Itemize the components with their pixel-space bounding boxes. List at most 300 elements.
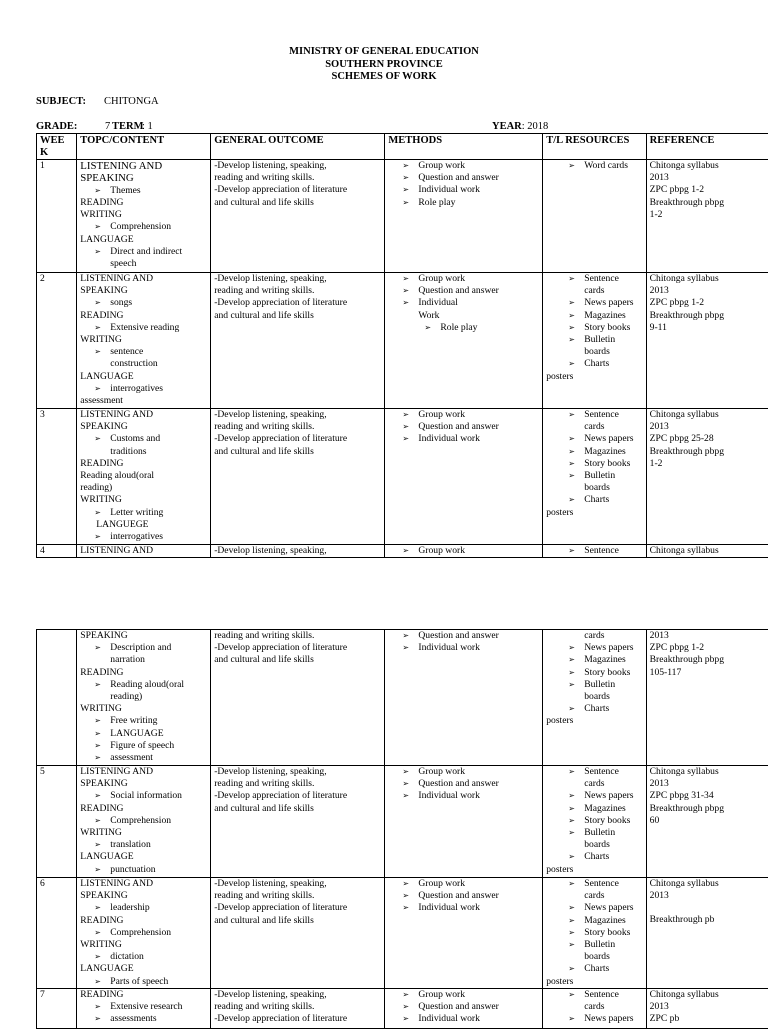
bullet-item [546, 470, 642, 482]
week-cell [37, 630, 77, 766]
arrow-bullet-icon: ➢ [568, 679, 575, 691]
arrow-bullet-icon: ➢ [568, 297, 575, 309]
resource-line: posters [546, 715, 642, 727]
topic-line: READING [80, 458, 207, 470]
outcome-line: reading and writing skills. [214, 630, 381, 642]
bullet-item [546, 902, 642, 914]
topic-line: WRITING [80, 939, 207, 951]
reference-line: Chitonga syllabus [650, 160, 768, 172]
methods-cell [385, 273, 543, 409]
reference-line: 105-117 [650, 667, 768, 679]
topic-item: Comprehension [110, 815, 171, 826]
topic-line: speech [80, 258, 207, 270]
outcome-line: -Develop appreciation of literature [214, 790, 381, 802]
topic-item: punctuation [110, 864, 155, 875]
arrow-bullet-icon: ➢ [568, 939, 575, 951]
topic-line: SPEAKING [80, 285, 207, 297]
arrow-bullet-icon: ➢ [568, 334, 575, 346]
week-cell [37, 766, 77, 878]
reference-cell [646, 766, 768, 878]
topic-line: LISTENING AND [80, 409, 207, 421]
resources-cell [543, 409, 646, 545]
arrow-bullet-icon: ➢ [568, 433, 575, 445]
week-cell [37, 273, 77, 409]
outcome-line: -Develop listening, speaking, [214, 160, 381, 172]
bullet-item [546, 458, 642, 470]
arrow-bullet-icon: ➢ [568, 878, 575, 890]
col-methods-header: METHODS [385, 134, 543, 160]
resource-item: Bulletin [584, 334, 615, 345]
bullet-item [388, 890, 539, 902]
outcome-line: and cultural and life skills [214, 197, 381, 209]
table-row [37, 878, 768, 989]
reference-cell [646, 160, 768, 273]
reference-cell [646, 988, 768, 1028]
bullet-item [388, 421, 539, 433]
arrow-bullet-icon: ➢ [568, 915, 575, 927]
bullet-item [388, 160, 539, 172]
topic-item: Comprehension [110, 221, 171, 232]
topic-line: LANGUAGE [80, 851, 207, 863]
arrow-bullet-icon: ➢ [568, 642, 575, 654]
reference-line: Chitonga syllabus [650, 989, 768, 1001]
schemes-table-page-1 [36, 133, 768, 558]
resource-item: Magazines [584, 915, 626, 926]
resource-item: Bulletin [584, 679, 615, 690]
method-item: Group work [418, 409, 465, 420]
method-item: Role play [440, 322, 477, 333]
bullet-item [80, 185, 207, 197]
arrow-bullet-icon: ➢ [568, 902, 575, 914]
arrow-bullet-icon: ➢ [402, 160, 409, 172]
topic-line: LANGUAGE [80, 234, 207, 246]
arrow-bullet-icon: ➢ [568, 1013, 575, 1025]
resource-item: Sentence [584, 273, 619, 284]
bullet-item [80, 679, 207, 691]
reference-line: Breakthrough pbpg [650, 310, 768, 322]
outcome-line: -Develop listening, speaking, [214, 878, 381, 890]
arrow-bullet-icon: ➢ [94, 346, 101, 358]
topic-item: LANGUAGE [110, 728, 163, 739]
bullet-item [546, 545, 642, 557]
arrow-bullet-icon: ➢ [402, 285, 409, 297]
arrow-bullet-icon: ➢ [568, 654, 575, 666]
bullet-item [80, 322, 207, 334]
resource-line: cards [546, 630, 642, 642]
bullet-item [388, 409, 539, 421]
resource-line: cards [546, 421, 642, 433]
bullet-item [388, 1001, 539, 1013]
topic-item: assessment [110, 752, 153, 763]
topic-line: WRITING [80, 209, 207, 221]
topic-item: Letter writing [110, 507, 163, 518]
arrow-bullet-icon: ➢ [568, 322, 575, 334]
topic-line: assessment [80, 395, 207, 407]
topic-line: SPEAKING [80, 421, 207, 433]
reference-line: Chitonga syllabus [650, 545, 768, 557]
table-row [37, 409, 768, 545]
resource-item: Story books [584, 322, 630, 333]
province-title: SOUTHERN PROVINCE [0, 59, 768, 72]
reference-line: 2013 [650, 421, 768, 433]
arrow-bullet-icon: ➢ [94, 297, 101, 309]
resource-line: cards [546, 778, 642, 790]
reference-cell [646, 545, 768, 558]
topic-cell [77, 409, 211, 545]
topic-cell [77, 545, 211, 558]
topic-item: Extensive reading [110, 322, 179, 333]
table-header-row [37, 134, 768, 160]
reference-line: Breakthrough pbpg [650, 446, 768, 458]
topic-item: sentence [110, 346, 143, 357]
topic-item: Reading aloud(oral [110, 679, 184, 690]
table-row [37, 630, 768, 766]
arrow-bullet-icon: ➢ [94, 976, 101, 988]
bullet-item [546, 667, 642, 679]
arrow-bullet-icon: ➢ [568, 310, 575, 322]
outcome-line: reading and writing skills. [214, 172, 381, 184]
outcome-cell [211, 273, 385, 409]
col-outcome-header: GENERAL OUTCOME [211, 134, 385, 160]
bullet-item [388, 642, 539, 654]
arrow-bullet-icon: ➢ [568, 766, 575, 778]
method-item: Question and answer [418, 1001, 498, 1012]
resources-cell [543, 545, 646, 558]
outcome-line: -Develop listening, speaking, [214, 989, 381, 1001]
table-row [37, 766, 768, 878]
arrow-bullet-icon: ➢ [94, 815, 101, 827]
topic-line: narration [80, 654, 207, 666]
bullet-item [388, 766, 539, 778]
resources-cell [543, 630, 646, 766]
resource-line: boards [546, 482, 642, 494]
resource-item: Charts [584, 963, 609, 974]
arrow-bullet-icon: ➢ [94, 902, 101, 914]
week-cell [37, 160, 77, 273]
method-item: Individual work [418, 902, 480, 913]
bullet-item [80, 715, 207, 727]
arrow-bullet-icon: ➢ [402, 433, 409, 445]
outcome-line: -Develop listening, speaking, [214, 409, 381, 421]
bullet-item [546, 433, 642, 445]
resource-line: boards [546, 839, 642, 851]
topic-item: songs [110, 297, 132, 308]
topic-line: LISTENING AND [80, 273, 207, 285]
topic-cell [77, 766, 211, 878]
topic-line: WRITING [80, 494, 207, 506]
resource-item: Bulletin [584, 470, 615, 481]
resource-item: Bulletin [584, 827, 615, 838]
arrow-bullet-icon: ➢ [94, 433, 101, 445]
method-item: Individual [418, 297, 457, 308]
arrow-bullet-icon: ➢ [568, 545, 575, 557]
method-item: Group work [418, 878, 465, 889]
bullet-item [80, 839, 207, 851]
topic-item: Social information [110, 790, 182, 801]
week-cell [37, 988, 77, 1028]
bullet-item [546, 160, 642, 172]
bullet-item [546, 334, 642, 346]
document-title: SCHEMES OF WORK [0, 71, 768, 84]
bullet-item [80, 752, 207, 764]
method-item: Individual work [418, 433, 480, 444]
topic-item: dictation [110, 951, 144, 962]
week-cell [37, 409, 77, 545]
resource-item: Sentence [584, 766, 619, 777]
arrow-bullet-icon: ➢ [402, 790, 409, 802]
topic-item: Customs and [110, 433, 160, 444]
bullet-item [80, 790, 207, 802]
schemes-table-page-2 [36, 629, 768, 1029]
resource-item: News papers [584, 790, 633, 801]
outcome-line: and cultural and life skills [214, 803, 381, 815]
arrow-bullet-icon: ➢ [402, 890, 409, 902]
resources-cell [543, 273, 646, 409]
col-topic-header: TOPC/CONTENT [77, 134, 211, 160]
bullet-item [546, 766, 642, 778]
arrow-bullet-icon: ➢ [402, 630, 409, 642]
col-resources-header: T/L RESOURCES [543, 134, 646, 160]
bullet-item [546, 322, 642, 334]
arrow-bullet-icon: ➢ [568, 790, 575, 802]
bullet-item [546, 915, 642, 927]
topic-line: WRITING [80, 827, 207, 839]
topic-line: READING [80, 667, 207, 679]
outcome-line: and cultural and life skills [214, 915, 381, 927]
outcome-line: and cultural and life skills [214, 654, 381, 666]
topic-line: LANGUAGE [80, 963, 207, 975]
arrow-bullet-icon: ➢ [94, 246, 101, 258]
bullet-item [80, 951, 207, 963]
week-number: 7 [40, 989, 45, 1000]
grade-label: GRADE: [36, 121, 77, 132]
bullet-item [80, 531, 207, 543]
topic-item: leadership [110, 902, 149, 913]
resource-line: boards [546, 951, 642, 963]
method-item: Group work [418, 766, 465, 777]
outcome-line: -Develop listening, speaking, [214, 766, 381, 778]
reference-line: Breakthrough pbpg [650, 197, 768, 209]
arrow-bullet-icon: ➢ [424, 322, 431, 334]
reference-line: ZPC pbpg 31-34 [650, 790, 768, 802]
outcome-line: and cultural and life skills [214, 310, 381, 322]
bullet-item [80, 433, 207, 445]
grade-row [36, 121, 77, 133]
table-row [37, 160, 768, 273]
reference-line: ZPC pbpg 1-2 [650, 184, 768, 196]
topic-line: SPEAKING [80, 890, 207, 902]
outcome-line: reading and writing skills. [214, 778, 381, 790]
bullet-item [546, 927, 642, 939]
reference-cell [646, 878, 768, 989]
year-row [492, 121, 548, 133]
arrow-bullet-icon: ➢ [402, 766, 409, 778]
bullet-item [388, 545, 539, 557]
grade-value: 7 [105, 121, 110, 133]
arrow-bullet-icon: ➢ [568, 470, 575, 482]
bullet-item [546, 790, 642, 802]
subject-row [36, 96, 86, 108]
resource-item: Charts [584, 703, 609, 714]
bullet-item [546, 409, 642, 421]
topic-line: READING [80, 989, 207, 1001]
arrow-bullet-icon: ➢ [94, 752, 101, 764]
outcome-line: reading and writing skills. [214, 421, 381, 433]
topic-cell [77, 988, 211, 1028]
outcome-line: reading and writing skills. [214, 285, 381, 297]
topic-item: Themes [110, 185, 140, 196]
method-item: Group work [418, 273, 465, 284]
method-item: Question and answer [418, 285, 498, 296]
resource-item: Story books [584, 458, 630, 469]
methods-cell [385, 409, 543, 545]
term-value: : 1 [142, 121, 153, 133]
outcome-cell [211, 545, 385, 558]
topic-line: SPEAKING [80, 172, 207, 184]
bullet-item [546, 358, 642, 370]
bullet-item [546, 642, 642, 654]
reference-line: Breakthrough pbpg [650, 803, 768, 815]
bullet-item [388, 790, 539, 802]
bullet-item [546, 851, 642, 863]
outcome-line: -Develop appreciation of literature [214, 902, 381, 914]
topic-line: READING [80, 310, 207, 322]
arrow-bullet-icon: ➢ [402, 642, 409, 654]
arrow-bullet-icon: ➢ [568, 827, 575, 839]
topic-item: Free writing [110, 715, 157, 726]
resource-line: posters [546, 371, 642, 383]
methods-cell [385, 766, 543, 878]
outcome-line: -Develop listening, speaking, [214, 273, 381, 285]
reference-line: ZPC pbpg 1-2 [650, 297, 768, 309]
arrow-bullet-icon: ➢ [94, 927, 101, 939]
bullet-item [546, 310, 642, 322]
week-cell [37, 545, 77, 558]
topic-item: Figure of speech [110, 740, 174, 751]
resource-item: Bulletin [584, 939, 615, 950]
arrow-bullet-icon: ➢ [402, 172, 409, 184]
bullet-item [388, 184, 539, 196]
reference-cell [646, 630, 768, 766]
topic-line: READING [80, 803, 207, 815]
resource-item: Sentence [584, 989, 619, 1000]
bullet-item [546, 703, 642, 715]
resources-cell [543, 988, 646, 1028]
bullet-item [388, 989, 539, 1001]
method-item: Question and answer [418, 890, 498, 901]
arrow-bullet-icon: ➢ [568, 160, 575, 172]
bullet-item [546, 815, 642, 827]
bullet-item [388, 197, 539, 209]
topic-line: SPEAKING [80, 778, 207, 790]
resource-item: Charts [584, 851, 609, 862]
document-header [0, 46, 768, 84]
arrow-bullet-icon: ➢ [402, 184, 409, 196]
arrow-bullet-icon: ➢ [568, 815, 575, 827]
outcome-cell [211, 160, 385, 273]
bullet-item [546, 654, 642, 666]
arrow-bullet-icon: ➢ [94, 507, 101, 519]
reference-line: 2013 [650, 778, 768, 790]
year-label: YEAR [492, 121, 522, 132]
resource-item: News papers [584, 902, 633, 913]
reference-line: 2013 [650, 1001, 768, 1013]
table-row [37, 545, 768, 558]
reference-line: 1-2 [650, 209, 768, 221]
week-number: 5 [40, 766, 45, 777]
bullet-item [546, 297, 642, 309]
bullet-item [546, 803, 642, 815]
table-row [37, 988, 768, 1028]
outcome-cell [211, 409, 385, 545]
arrow-bullet-icon: ➢ [402, 197, 409, 209]
topic-line: WRITING [80, 703, 207, 715]
outcome-cell [211, 630, 385, 766]
arrow-bullet-icon: ➢ [568, 446, 575, 458]
resource-item: Word cards [584, 160, 628, 171]
outcome-line: -Develop appreciation of literature [214, 642, 381, 654]
bullet-item [546, 446, 642, 458]
method-item: Question and answer [418, 421, 498, 432]
arrow-bullet-icon: ➢ [94, 951, 101, 963]
method-item: Question and answer [418, 172, 498, 183]
arrow-bullet-icon: ➢ [94, 715, 101, 727]
arrow-bullet-icon: ➢ [94, 728, 101, 740]
subject-label: SUBJECT: [36, 96, 86, 107]
outcome-line: -Develop appreciation of literature [214, 184, 381, 196]
arrow-bullet-icon: ➢ [402, 421, 409, 433]
bullet-item [80, 740, 207, 752]
method-item: Group work [418, 989, 465, 1000]
arrow-bullet-icon: ➢ [568, 851, 575, 863]
arrow-bullet-icon: ➢ [402, 1013, 409, 1025]
method-item: Role play [418, 197, 455, 208]
arrow-bullet-icon: ➢ [402, 778, 409, 790]
bullet-item [546, 273, 642, 285]
subject-value: CHITONGA [104, 96, 159, 108]
resource-item: Sentence [584, 878, 619, 889]
resource-item: News papers [584, 1013, 633, 1024]
method-item: Group work [418, 545, 465, 556]
outcome-line: and cultural and life skills [214, 446, 381, 458]
bullet-item [546, 939, 642, 951]
resource-item: Story books [584, 815, 630, 826]
method-item: Question and answer [418, 778, 498, 789]
arrow-bullet-icon: ➢ [94, 185, 101, 197]
bullet-item [80, 221, 207, 233]
arrow-bullet-icon: ➢ [94, 642, 101, 654]
outcome-cell [211, 766, 385, 878]
arrow-bullet-icon: ➢ [402, 297, 409, 309]
arrow-bullet-icon: ➢ [94, 679, 101, 691]
week-number: 6 [40, 878, 45, 889]
arrow-bullet-icon: ➢ [94, 740, 101, 752]
bullet-item [546, 827, 642, 839]
topic-item: Comprehension [110, 927, 171, 938]
bullet-item [388, 878, 539, 890]
topic-cell [77, 160, 211, 273]
arrow-bullet-icon: ➢ [568, 963, 575, 975]
bullet-item [80, 642, 207, 654]
arrow-bullet-icon: ➢ [94, 531, 101, 543]
topic-line: construction [80, 358, 207, 370]
term-label: TERM [112, 121, 144, 133]
arrow-bullet-icon: ➢ [402, 902, 409, 914]
arrow-bullet-icon: ➢ [568, 927, 575, 939]
topic-line: reading) [80, 482, 207, 494]
arrow-bullet-icon: ➢ [402, 989, 409, 1001]
bullet-item [388, 630, 539, 642]
